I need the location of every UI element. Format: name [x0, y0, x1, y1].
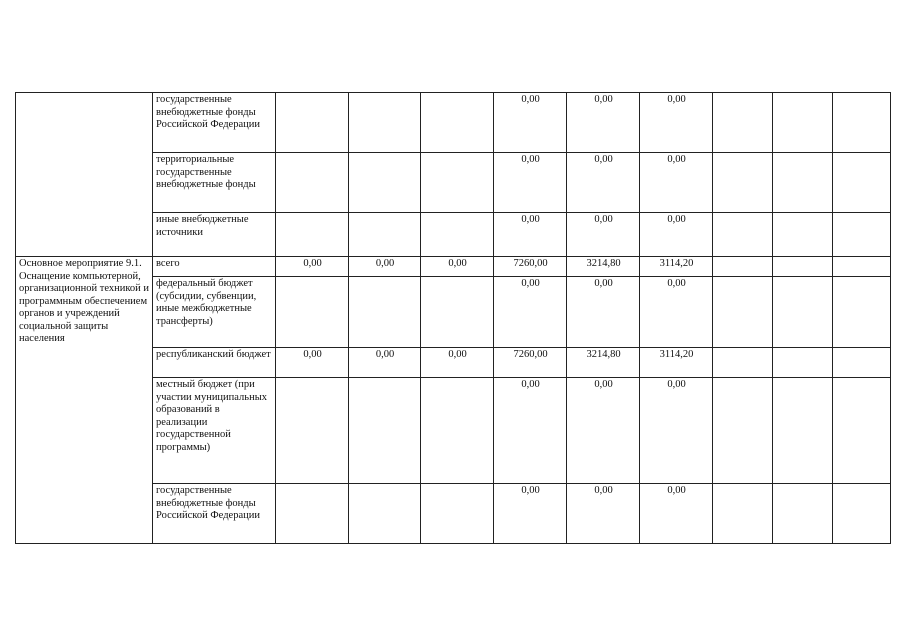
value-cell: 0,00 [640, 484, 713, 544]
value-cell [421, 378, 494, 484]
value-cell [349, 213, 421, 257]
value-cell [276, 484, 349, 544]
document-page [15, 92, 890, 544]
funding-source-cell: федеральный бюджет (субсидии, субвенции, иные межбюджетные трансферты) [153, 277, 276, 348]
value-cell: 3214,80 [567, 257, 640, 277]
value-cell: 0,00 [640, 378, 713, 484]
value-cell: 0,00 [640, 213, 713, 257]
value-cell: 0,00 [421, 348, 494, 378]
value-cell [773, 484, 833, 544]
value-cell: 3114,20 [640, 257, 713, 277]
value-cell: 7260,00 [494, 348, 567, 378]
table-row [16, 93, 891, 153]
value-cell [713, 277, 773, 348]
value-cell: 0,00 [494, 484, 567, 544]
value-cell: 0,00 [349, 348, 421, 378]
value-cell [349, 93, 421, 153]
value-cell [773, 93, 833, 153]
funding-source-cell: республиканский бюджет [153, 348, 276, 378]
value-cell [713, 484, 773, 544]
value-cell: 7260,00 [494, 257, 567, 277]
value-cell: 0,00 [494, 213, 567, 257]
value-cell: 0,00 [276, 257, 349, 277]
value-cell: 3114,20 [640, 348, 713, 378]
value-cell [421, 277, 494, 348]
value-cell: 3214,80 [567, 348, 640, 378]
value-cell [773, 213, 833, 257]
value-cell [713, 348, 773, 378]
value-cell [773, 257, 833, 277]
value-cell [349, 153, 421, 213]
value-cell [421, 484, 494, 544]
funding-source-cell: иные внебюджетные источники [153, 213, 276, 257]
value-cell [773, 348, 833, 378]
value-cell: 0,00 [640, 277, 713, 348]
value-cell [773, 378, 833, 484]
value-cell [276, 213, 349, 257]
value-cell: 0,00 [640, 93, 713, 153]
value-cell: 0,00 [349, 257, 421, 277]
value-cell [713, 257, 773, 277]
value-cell: 0,00 [567, 484, 640, 544]
funding-source-cell: государственные внебюджетные фонды Российской Федерации [153, 93, 276, 153]
value-cell [349, 484, 421, 544]
funding-source-cell: всего [153, 257, 276, 277]
value-cell: 0,00 [567, 277, 640, 348]
value-cell [833, 378, 891, 484]
value-cell [713, 378, 773, 484]
value-cell [276, 277, 349, 348]
value-cell [349, 378, 421, 484]
value-cell [833, 93, 891, 153]
value-cell [713, 153, 773, 213]
value-cell [833, 153, 891, 213]
value-cell: 0,00 [494, 277, 567, 348]
value-cell [833, 484, 891, 544]
value-cell [276, 378, 349, 484]
value-cell: 0,00 [640, 153, 713, 213]
value-cell: 0,00 [276, 348, 349, 378]
value-cell [421, 213, 494, 257]
value-cell: 0,00 [567, 93, 640, 153]
value-cell: 0,00 [494, 378, 567, 484]
activity-cell: Основное мероприятие 9.1. Оснащение компьютерной, организационной техникой и программным обеспечением органов и учреждений социальной защиты населения [16, 257, 153, 544]
funding-source-cell: государственные внебюджетные фонды Российской Федерации [153, 484, 276, 544]
activity-cell [16, 93, 153, 257]
value-cell [276, 153, 349, 213]
table-body [16, 93, 891, 544]
value-cell [713, 213, 773, 257]
value-cell [421, 153, 494, 213]
value-cell [773, 153, 833, 213]
budget-table [15, 92, 891, 544]
value-cell: 0,00 [421, 257, 494, 277]
value-cell [773, 277, 833, 348]
value-cell: 0,00 [494, 93, 567, 153]
value-cell: 0,00 [567, 153, 640, 213]
value-cell [833, 277, 891, 348]
value-cell: 0,00 [567, 378, 640, 484]
value-cell [833, 348, 891, 378]
value-cell [833, 257, 891, 277]
value-cell [349, 277, 421, 348]
value-cell [833, 213, 891, 257]
funding-source-cell: местный бюджет (при участии муниципальных образований в реализации государственной программы) [153, 378, 276, 484]
value-cell: 0,00 [494, 153, 567, 213]
value-cell: 0,00 [567, 213, 640, 257]
value-cell [713, 93, 773, 153]
value-cell [276, 93, 349, 153]
table-row [16, 257, 891, 277]
funding-source-cell: территориальные государственные внебюджетные фонды [153, 153, 276, 213]
value-cell [421, 93, 494, 153]
